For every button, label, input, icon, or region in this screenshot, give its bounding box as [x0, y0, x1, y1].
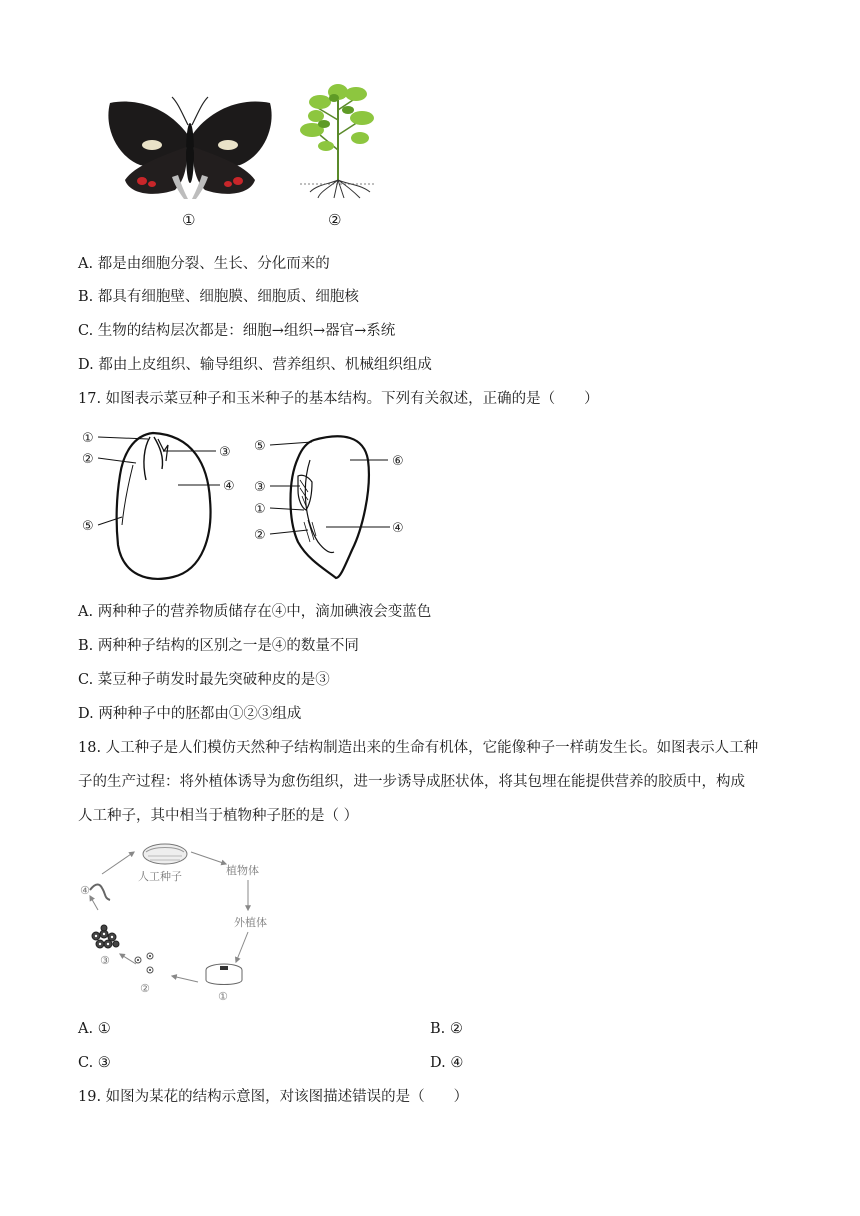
- label-step-3: ③: [100, 954, 110, 967]
- figure-label-1: ①: [182, 211, 196, 229]
- q17-option-b[interactable]: B. 两种种子结构的区别之一是④的数量不同: [78, 638, 359, 654]
- butterfly-illustration: [100, 95, 280, 205]
- corn-label-5: ⑤: [254, 439, 266, 454]
- q17-option-d[interactable]: D. 两种种子中的胚都由①②③组成: [78, 706, 302, 722]
- artificial-seed-icon: [143, 844, 187, 864]
- label-plant-body: 植物体: [226, 864, 259, 877]
- corn-label-1: ①: [254, 502, 266, 517]
- q16-option-b[interactable]: B. 都具有细胞壁、细胞膜、细胞质、细胞核: [78, 289, 359, 305]
- corn-label-3: ③: [254, 480, 266, 495]
- embryoid-icon: [90, 885, 110, 901]
- bean-label-2: ②: [82, 452, 94, 467]
- q18-option-a[interactable]: A. ①: [78, 1021, 111, 1037]
- bean-seed-diagram: [78, 425, 248, 585]
- label-step-4: ④: [80, 884, 90, 897]
- artificial-seed-cycle-diagram: [76, 838, 296, 1008]
- corn-label-2: ②: [254, 528, 266, 543]
- q17-stem: 17. 如图表示菜豆种子和玉米种子的基本结构。下列有关叙述，正确的是（ ）: [78, 391, 599, 407]
- q17-option-c[interactable]: C. 菜豆种子萌发时最先突破种皮的是③: [78, 672, 330, 688]
- q16-option-a[interactable]: A. 都是由细胞分裂、生长、分化而来的: [78, 256, 330, 272]
- bean-label-4: ④: [223, 479, 235, 494]
- bean-label-3: ③: [219, 445, 231, 460]
- q16-option-d[interactable]: D. 都由上皮组织、输导组织、营养组织、机械组织组成: [78, 357, 432, 373]
- label-step-1: ①: [218, 990, 228, 1003]
- bean-label-5: ⑤: [82, 519, 94, 534]
- petri-dish-icon: [206, 964, 242, 985]
- corn-seed-diagram: [252, 430, 417, 590]
- corn-label-6: ⑥: [392, 454, 404, 469]
- label-artificial-seed: 人工种子: [138, 870, 182, 883]
- label-step-2: ②: [140, 982, 150, 995]
- q18-stem-line-1: 18. 人工种子是人们模仿天然种子结构制造出来的生命有机体，它能像种子一样萌发生长。如图表示人工种: [78, 740, 759, 756]
- q18-stem-line-2: 子的生产过程：将外植体诱导为愈伤组织，进一步诱导成胚状体，将其包埋在能提供营养的胶质中，构成: [78, 774, 745, 790]
- q16-option-c[interactable]: C. 生物的结构层次都是：细胞→组织→器官→系统: [78, 323, 396, 339]
- label-explant: 外植体: [234, 916, 267, 929]
- plant-seedling-illustration: [290, 80, 385, 200]
- q17-option-a[interactable]: A. 两种种子的营养物质储存在④中，滴加碘液会变蓝色: [78, 604, 432, 620]
- q19-stem: 19. 如图为某花的结构示意图，对该图描述错误的是（ ）: [78, 1089, 469, 1105]
- bean-label-1: ①: [82, 431, 94, 446]
- q18-option-d[interactable]: D. ④: [430, 1055, 464, 1071]
- q18-option-b[interactable]: B. ②: [430, 1021, 463, 1037]
- q18-stem-line-3: 人工种子，其中相当于植物种子胚的是（ ）: [78, 808, 359, 824]
- figure-label-2: ②: [328, 211, 342, 229]
- corn-label-4: ④: [392, 521, 404, 536]
- q18-option-c[interactable]: C. ③: [78, 1055, 111, 1071]
